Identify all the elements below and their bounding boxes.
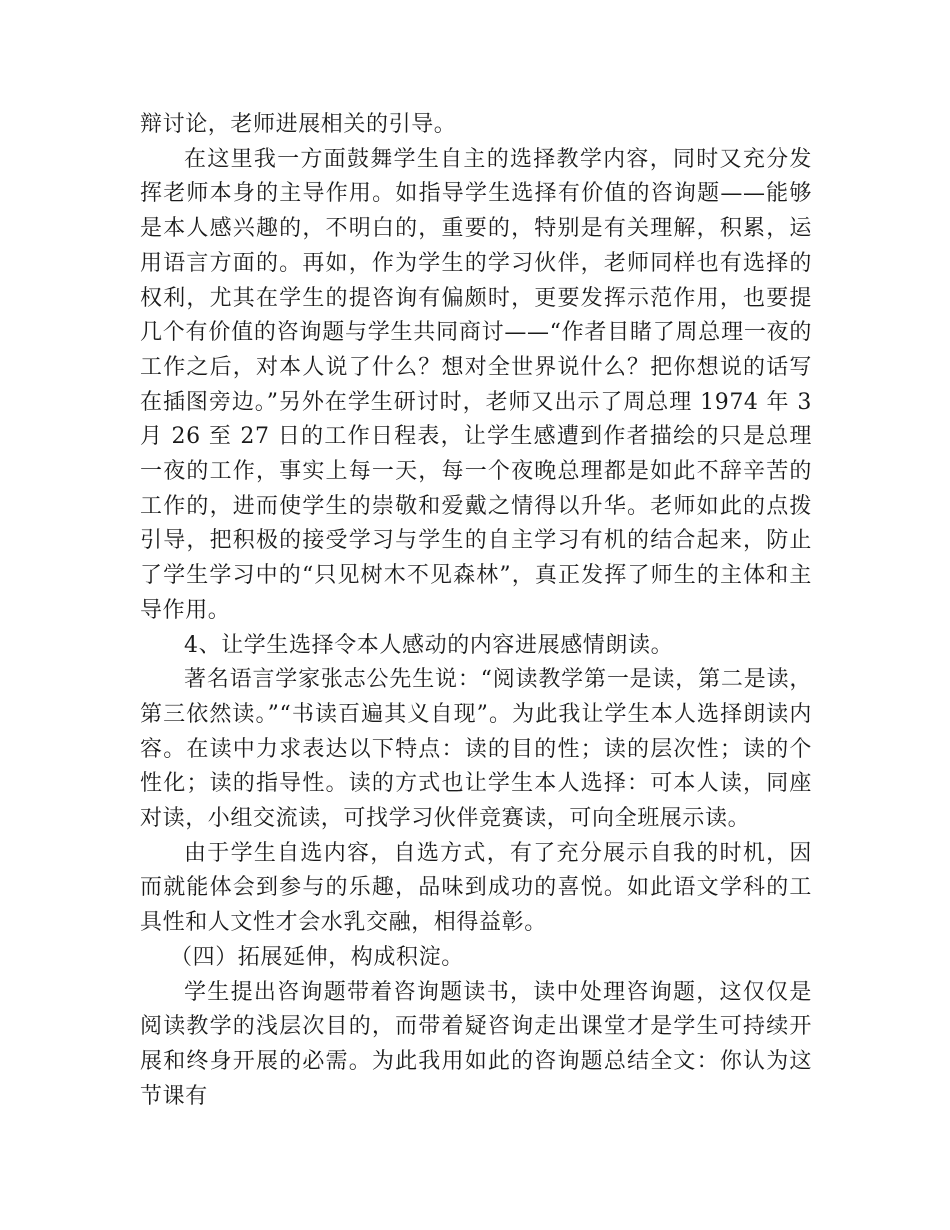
section-4-heading: （四）拓展延伸，构成积淀。	[170, 944, 464, 970]
paragraph-teacher-guidance: 在这里我一方面鼓舞学生自主的选择教学内容，同时又充分发挥老师本身的主导作用。如指导学生选择有价值的咨询题——能够是本人感兴趣的，不明白的，重要的，特别是有关理解，积累，运用语言方面的。再如，作为学生的学习伙伴，老师同样也有选择的权利，尤其在学生的提咨询有偏颇时，更要发挥示范作用，也要提几个有价值的咨询题与学生共同商讨——“作者目睹了周总理一夜的工作之后，对本人说了什么？想对全世界说什么？把你想说的话写在插图旁边。”另外在学生研讨时，老师又出示了周总理 1974 年 3 月 26 至 27 日的工作日程表，让学生感遭到作者描绘的只是总理一夜的工作，事实上每一天，每一个夜晚总理都是如此不辞辛苦的工作的，进而使学生的崇敬和爱戴之情得以升华。老师如此的点拨引导，把积极的接受学习与学生的自主学习有机的结合起来，防止了学生学习中的“只见树木不见森林”，真正发挥了师生的主体和主导作用。	[140, 146, 812, 623]
document-body	[140, 108, 812, 1114]
paragraph-self-selection: 由于学生自选内容，自选方式，有了充分展示自我的时机，因而就能体会到参与的乐趣，品味到成功的喜悦。如此语文学科的工具性和人文性才会水乳交融，相得益彰。	[140, 840, 812, 936]
paragraph-continuation: 辩讨论，老师进展相关的引导。	[140, 112, 457, 137]
paragraph-reading-aloud: 著名语言学家张志公先生说：“阅读教学第一是读，第二是读，第三依然读。”“书读百遍其义自现”。为此我让学生本人选择朗读内容。在读中力求表达以下特点：读的目的性；读的层次性；读的个性化；读的指导性。读的方式也让学生本人选择：可本人读，同座对读，小组交流读，可找学习伙伴竞赛读，可向全班展示读。	[140, 667, 812, 832]
paragraph-extension: 学生提出咨询题带着咨询题读书，读中处理咨询题，这仅仅是阅读教学的浅层次目的，而带着疑咨询走出课堂才是学生可持续开展和终身开展的必需。为此我用如此的咨询题总结全文：你认为这节课有	[140, 979, 812, 1109]
section-item-4-heading: 4、让学生选择令本人感动的内容进展感情朗读。	[184, 632, 674, 658]
